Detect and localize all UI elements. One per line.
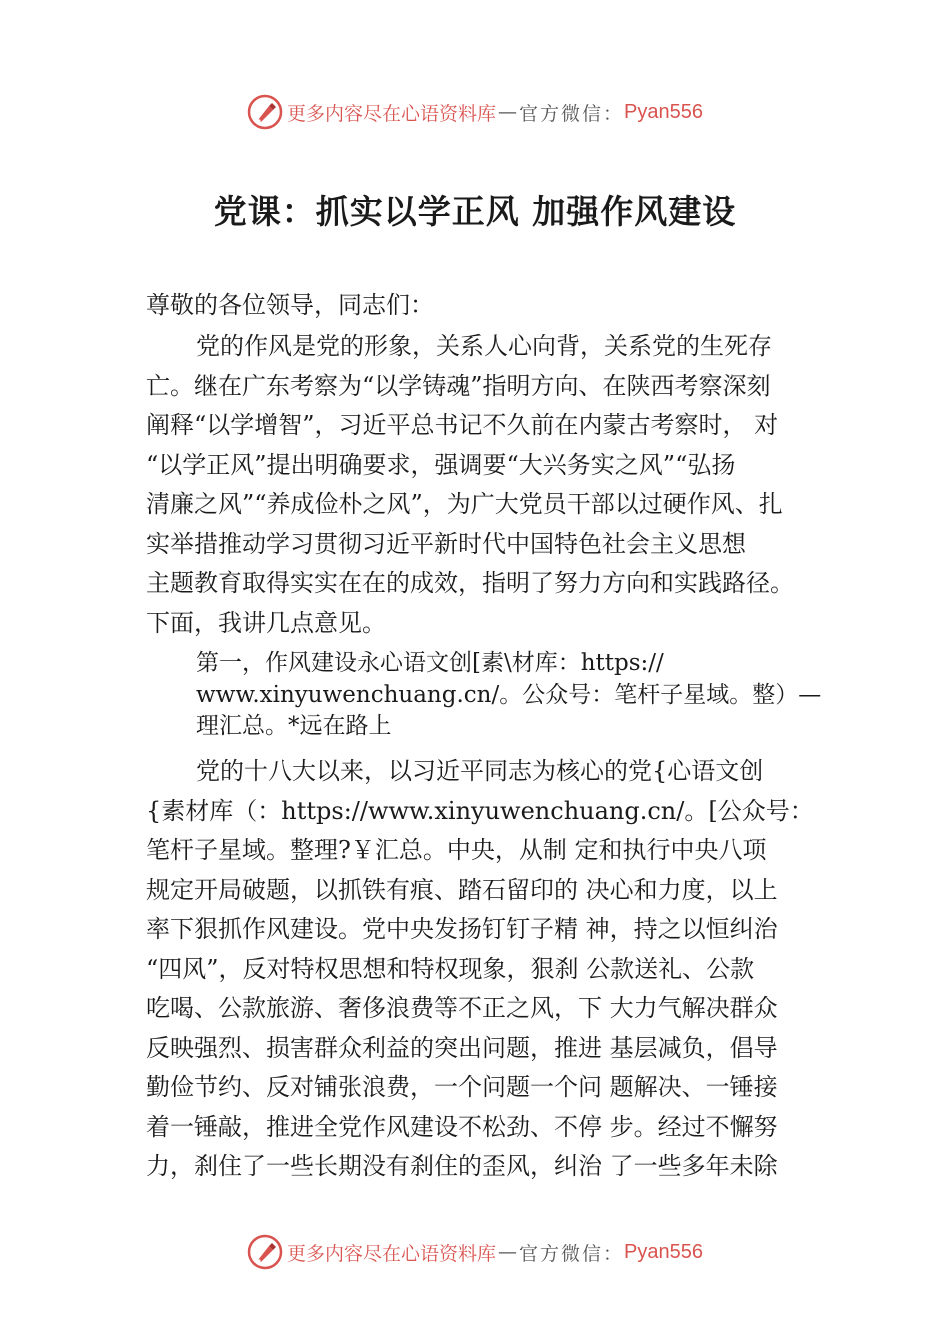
paragraph-line: 着一锤敲，推进全党作风建设不松劲、不停 步。经过不懈努 [146,1112,778,1141]
footer-banner [0,1232,950,1272]
paragraph-line: 力，刹住了一些长期没有刹住的歪风，纠治 了一些多年未除 [146,1152,778,1180]
paragraph-1 [146,327,794,643]
paragraph-line: 党的作风是党的形象，关系人心向背，关系党的生死存 [196,332,772,360]
banner-wechat-id: Pyan556 [624,100,703,123]
document-title: 党课：抓实以学正风 加强作风建设 [213,192,737,231]
banner-wechat-id: Pyan556 [624,1240,703,1263]
paragraph-line: 率下狠抓作风建设。党中央发扬钉钉子精 神，持之以恒纠治 [146,915,778,943]
header-banner [0,92,950,132]
paragraph-line: 反映强烈、损害群众利益的突出问题，推进 基层减负，倡导 [146,1033,778,1062]
paragraph-line: 勤俭节约、反对铺张浪费，一个问题一个问 题解决、一锤接 [146,1073,778,1101]
pen-nib-logo-icon [247,1234,283,1270]
paragraph-line: “以学正风”提出明确要求，强调要“大兴务实之风”“弘扬 [146,450,736,479]
banner-dash: — [498,1241,518,1263]
heading-line: 理汇总。*远在路上 [196,713,392,739]
paragraph-line: 下面，我讲几点意见。 [146,608,386,637]
heading-line: 第一，作风建设永心语文创[素\材库：https:// [196,650,664,676]
paragraph-line: 亡。继在广东考察为“以学铸魂”指明方向、在陕西考察深刻 [146,371,771,400]
paragraph-line: 党的十八大以来，以习近平同志为核心的党{心语文创 [196,757,764,785]
paragraph-2 [146,752,814,1187]
pen-nib-logo-icon [247,94,283,130]
paragraph-line: 规定开局破题，以抓铁有痕、踏石留印的 决心和力度，以上 [146,875,778,904]
banner-brand-text: 更多内容尽在心语资料库 [287,1242,497,1265]
paragraph-line: 吃喝、公款旅游、奢侈浪费等不正之风，下 大力气解决群众 [146,994,778,1022]
section-heading-1 [196,648,821,743]
paragraph-line: 阐释“以学增智”，习近平总书记不久前在内蒙古考察时， 对 [146,411,779,439]
paragraph-line: “四风”，反对特权思想和特权现象，狠刹 公款送礼、公款 [146,954,755,983]
paragraph-line: 笔杆子星域。整理?￥汇总。中央，从制 定和执行中央八项 [146,836,767,864]
salutation: 尊敬的各位领导，同志们： [146,291,434,319]
paragraph-line: 清廉之风”“养成俭朴之风”，为广大党员干部以过硬作风、扎 [146,490,783,518]
heading-line: www.xinyuwenchuang.cn/。公众号：笔杆子星域。整）— [196,681,822,708]
banner-dash: — [498,101,518,123]
paragraph-line: 实举措推动学习贯彻习近平新时代中国特色社会主义思想 [146,529,746,558]
banner-brand-text: 更多内容尽在心语资料库 [287,102,497,125]
banner-wechat-label: 官方微信： [519,102,625,125]
paragraph-line: {素材库（：https://www.xinyuwenchuang.cn/。[公众号： [146,796,814,825]
paragraph-line: 主题教育取得实实在在的成效，指明了努力方向和实践路径。 [146,569,794,597]
banner-wechat-label: 官方微信： [519,1242,625,1265]
